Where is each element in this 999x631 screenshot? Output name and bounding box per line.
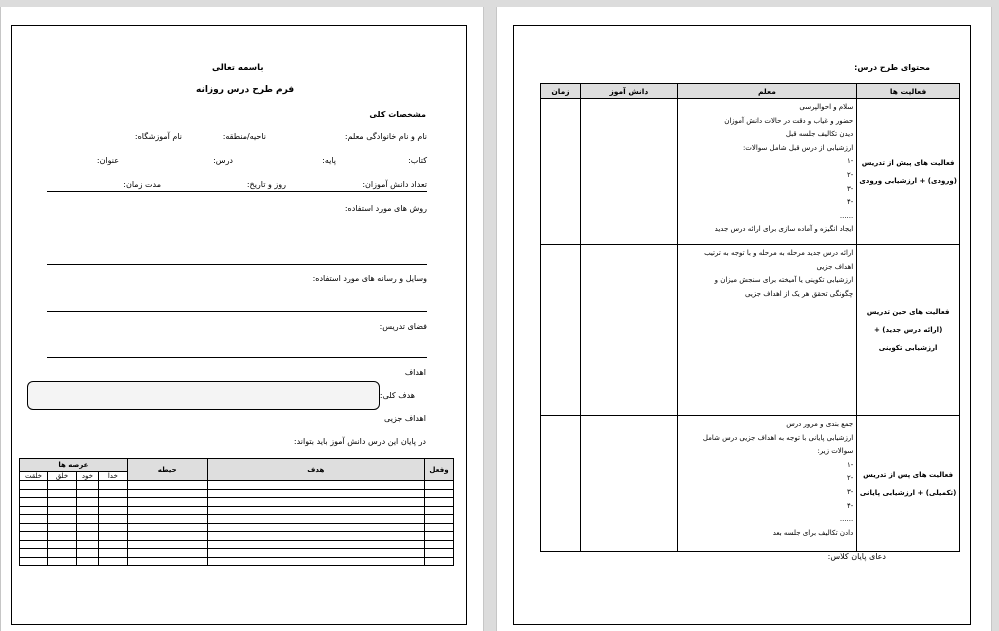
teacher-name-field[interactable]: نام و نام خانوادگی معلم: (344, 132, 427, 141)
objectives-cell[interactable] (20, 549, 48, 558)
rule-line (47, 264, 427, 265)
student-cell[interactable] (580, 245, 677, 416)
objectives-cell[interactable] (20, 515, 48, 524)
objectives-cell[interactable] (207, 532, 424, 541)
plan-row (541, 416, 960, 552)
plan-row (541, 99, 960, 245)
closing-prayer: دعای پایان کلاس: (827, 552, 886, 561)
teacher-line: ...... (839, 211, 854, 220)
teacher-line: دادن تکالیف برای جلسه بعد (772, 528, 854, 537)
objectives-cell[interactable] (98, 523, 127, 532)
teacher-line: -۱ (846, 460, 854, 469)
objectives-cell[interactable] (98, 557, 127, 566)
objectives-table (19, 458, 454, 566)
objectives-cell[interactable] (98, 481, 127, 490)
objectives-row (20, 498, 454, 507)
objectives-cell[interactable] (425, 540, 454, 549)
teacher-line: سوالات زیر: (817, 447, 854, 456)
objectives-row (20, 489, 454, 498)
teacher-line: ارزشیابی پایانی با توجه به اهداف جزیی درس شامل (702, 433, 854, 442)
teacher-line: ارزشیابی تکوینی یا آمیخته برای سنجش میزان و (714, 276, 854, 285)
activity-cell: فعالیت های پیش از تدریس (ورودی) + ارزشیابی ورودی (857, 99, 960, 245)
goals-heading: اهداف (404, 368, 426, 377)
topic-field[interactable]: عنوان: (96, 156, 119, 165)
objectives-cell[interactable] (207, 498, 424, 507)
objectives-cell[interactable] (76, 523, 98, 532)
header-time: زمان (541, 84, 581, 99)
teacher-line: -۳ (846, 487, 854, 496)
objectives-cell[interactable] (425, 498, 454, 507)
plan-row (541, 245, 960, 416)
header-teacher: معلم (677, 84, 857, 99)
objectives-cell[interactable] (76, 549, 98, 558)
objectives-cell[interactable] (425, 481, 454, 490)
objectives-row (20, 481, 454, 490)
objectives-cell[interactable] (98, 515, 127, 524)
objectives-cell[interactable] (207, 540, 424, 549)
subheader-people: خلق (47, 472, 76, 481)
time-cell[interactable] (541, 245, 581, 416)
day-date-field[interactable]: روز و تاریخ: (246, 180, 286, 189)
objectives-row (20, 557, 454, 566)
objectives-cell[interactable] (20, 489, 48, 498)
header-verb: وفعل (425, 459, 454, 481)
objectives-cell[interactable] (425, 549, 454, 558)
objectives-cell[interactable] (20, 498, 48, 507)
general-goal-input[interactable] (27, 381, 380, 410)
objectives-cell[interactable] (207, 549, 424, 558)
end-statement: در پایان این درس دانش آموز باید بتواند: (293, 437, 426, 446)
objectives-cell[interactable] (425, 557, 454, 566)
teacher-line: دیدن تکالیف جلسه قبل (785, 130, 854, 139)
objectives-cell[interactable] (127, 549, 207, 558)
general-info-heading: مشخصات کلی (369, 110, 426, 119)
book-field[interactable]: کتاب: (408, 156, 427, 165)
subheader-self: خود (76, 472, 98, 481)
teacher-line: ارزشیابی از درس قبل شامل سوالات: (742, 143, 854, 152)
objectives-cell[interactable] (47, 523, 76, 532)
objectives-cell[interactable] (127, 506, 207, 515)
objectives-cell[interactable] (76, 557, 98, 566)
objectives-cell[interactable] (20, 523, 48, 532)
objectives-cell[interactable] (47, 515, 76, 524)
students-count-field[interactable]: تعداد دانش آموزان: (362, 180, 427, 189)
objectives-row (20, 532, 454, 541)
objectives-cell[interactable] (47, 506, 76, 515)
teacher-line: -۴ (846, 198, 854, 207)
rule-line (47, 311, 427, 312)
objectives-row (20, 523, 454, 532)
teacher-cell[interactable] (677, 416, 857, 552)
activity-cell: فعالیت های حین تدریس (ارائه درس جدید) + ارزشیابی تکوینی (857, 245, 960, 416)
objectives-cell[interactable] (425, 506, 454, 515)
teacher-line: -۳ (846, 184, 854, 193)
objectives-cell[interactable] (425, 515, 454, 524)
general-goal-label: هدف کلی: (379, 391, 415, 400)
objectives-row (20, 515, 454, 524)
objectives-cell[interactable] (20, 540, 48, 549)
teacher-cell[interactable] (677, 245, 857, 416)
tools-media-field[interactable]: وسایل و رسانه های مورد استفاده: (312, 274, 427, 283)
rule-line (47, 357, 427, 358)
methods-field[interactable]: روش های مورد استفاده: (344, 204, 427, 213)
teacher-line: حضور و غیاب و دقت در حالات دانش آموزان (724, 116, 854, 125)
objectives-cell[interactable] (76, 515, 98, 524)
objectives-row (20, 540, 454, 549)
district-field[interactable]: ناحیه/منطقه: (222, 132, 266, 141)
objectives-cell[interactable] (425, 532, 454, 541)
objectives-cell[interactable] (47, 481, 76, 490)
objectives-cell[interactable] (76, 532, 98, 541)
objectives-cell[interactable] (47, 498, 76, 507)
objectives-cell[interactable] (127, 515, 207, 524)
doc-header: باسمه تعالی (212, 63, 264, 73)
partial-goals-label: اهداف جزیی (384, 414, 426, 423)
objectives-cell[interactable] (98, 489, 127, 498)
header-arenas: عرصه ها (20, 459, 128, 472)
objectives-cell[interactable] (47, 540, 76, 549)
objectives-cell[interactable] (20, 506, 48, 515)
time-cell[interactable] (541, 99, 581, 245)
teacher-line: سلام و احوالپرسی (799, 103, 854, 111)
duration-field[interactable]: مدت زمان: (123, 180, 161, 189)
lesson-field[interactable]: درس: (213, 156, 233, 165)
header-activities: فعالیت ها (857, 84, 960, 99)
school-name-field[interactable]: نام آموزشگاه: (134, 132, 182, 141)
objectives-cell[interactable] (98, 532, 127, 541)
objectives-cell[interactable] (207, 481, 424, 490)
objectives-cell[interactable] (207, 523, 424, 532)
objectives-cell[interactable] (127, 489, 207, 498)
teacher-line: -۴ (846, 501, 854, 510)
objectives-cell[interactable] (76, 506, 98, 515)
teacher-line: جمع بندی و مرور درس (786, 420, 854, 428)
objectives-cell[interactable] (207, 506, 424, 515)
objectives-cell[interactable] (47, 489, 76, 498)
plan-content-title: محتوای طرح درس: (854, 63, 930, 72)
objectives-cell[interactable] (47, 549, 76, 558)
objectives-cell[interactable] (20, 557, 48, 566)
lesson-plan-table (540, 83, 960, 552)
objectives-cell[interactable] (76, 498, 98, 507)
activity-cell: فعالیت های پس از تدریس (تکمیلی) + ارزشیابی پایانی (857, 416, 960, 552)
header-goal: هدف (207, 459, 424, 481)
objectives-cell[interactable] (127, 540, 207, 549)
objectives-cell[interactable] (127, 523, 207, 532)
teacher-line: ارائه درس جدید مرحله به مرحله و با توجه به ترتیب (704, 249, 854, 257)
header-student: دانش آموز (580, 84, 677, 99)
objectives-cell[interactable] (127, 557, 207, 566)
objectives-cell[interactable] (47, 557, 76, 566)
objectives-cell[interactable] (98, 540, 127, 549)
teacher-line: چگونگی تحقق هر یک از اهداف جزیی (745, 289, 854, 298)
time-cell[interactable] (541, 416, 581, 552)
objectives-row (20, 549, 454, 558)
teacher-line: -۲ (846, 474, 854, 483)
objectives-cell[interactable] (20, 481, 48, 490)
objectives-cell[interactable] (207, 489, 424, 498)
teacher-line: ...... (839, 515, 854, 524)
objectives-cell[interactable] (76, 489, 98, 498)
header-domain: حیطه (127, 459, 207, 481)
teacher-line: -۲ (846, 170, 854, 179)
objectives-row (20, 506, 454, 515)
objectives-cell[interactable] (47, 532, 76, 541)
objectives-cell[interactable] (207, 515, 424, 524)
teacher-line: -۱ (846, 157, 854, 166)
objectives-cell[interactable] (98, 549, 127, 558)
objectives-cell[interactable] (76, 540, 98, 549)
doc-title: فرم طرح درس روزانه (196, 85, 295, 95)
rule-line (47, 191, 427, 192)
student-cell[interactable] (580, 416, 677, 552)
objectives-cell[interactable] (207, 557, 424, 566)
objectives-cell[interactable] (98, 498, 127, 507)
objectives-cell[interactable] (76, 481, 98, 490)
objectives-cell[interactable] (20, 532, 48, 541)
subheader-creation: خلقت (20, 472, 48, 481)
teacher-line: اهداف جزیی (816, 262, 854, 271)
subheader-god: خدا (98, 472, 127, 481)
teacher-line: ایجاد انگیزه و آماده سازی برای ارائه درس جدید (714, 225, 854, 234)
objectives-cell[interactable] (425, 489, 454, 498)
student-cell[interactable] (580, 99, 677, 245)
objectives-cell[interactable] (98, 506, 127, 515)
teacher-cell[interactable] (677, 99, 857, 245)
objectives-cell[interactable] (127, 481, 207, 490)
grade-field[interactable]: پایه: (322, 156, 336, 165)
objectives-cell[interactable] (127, 498, 207, 507)
teaching-space-field[interactable]: فضای تدریس: (379, 322, 427, 331)
objectives-cell[interactable] (425, 523, 454, 532)
objectives-cell[interactable] (127, 532, 207, 541)
